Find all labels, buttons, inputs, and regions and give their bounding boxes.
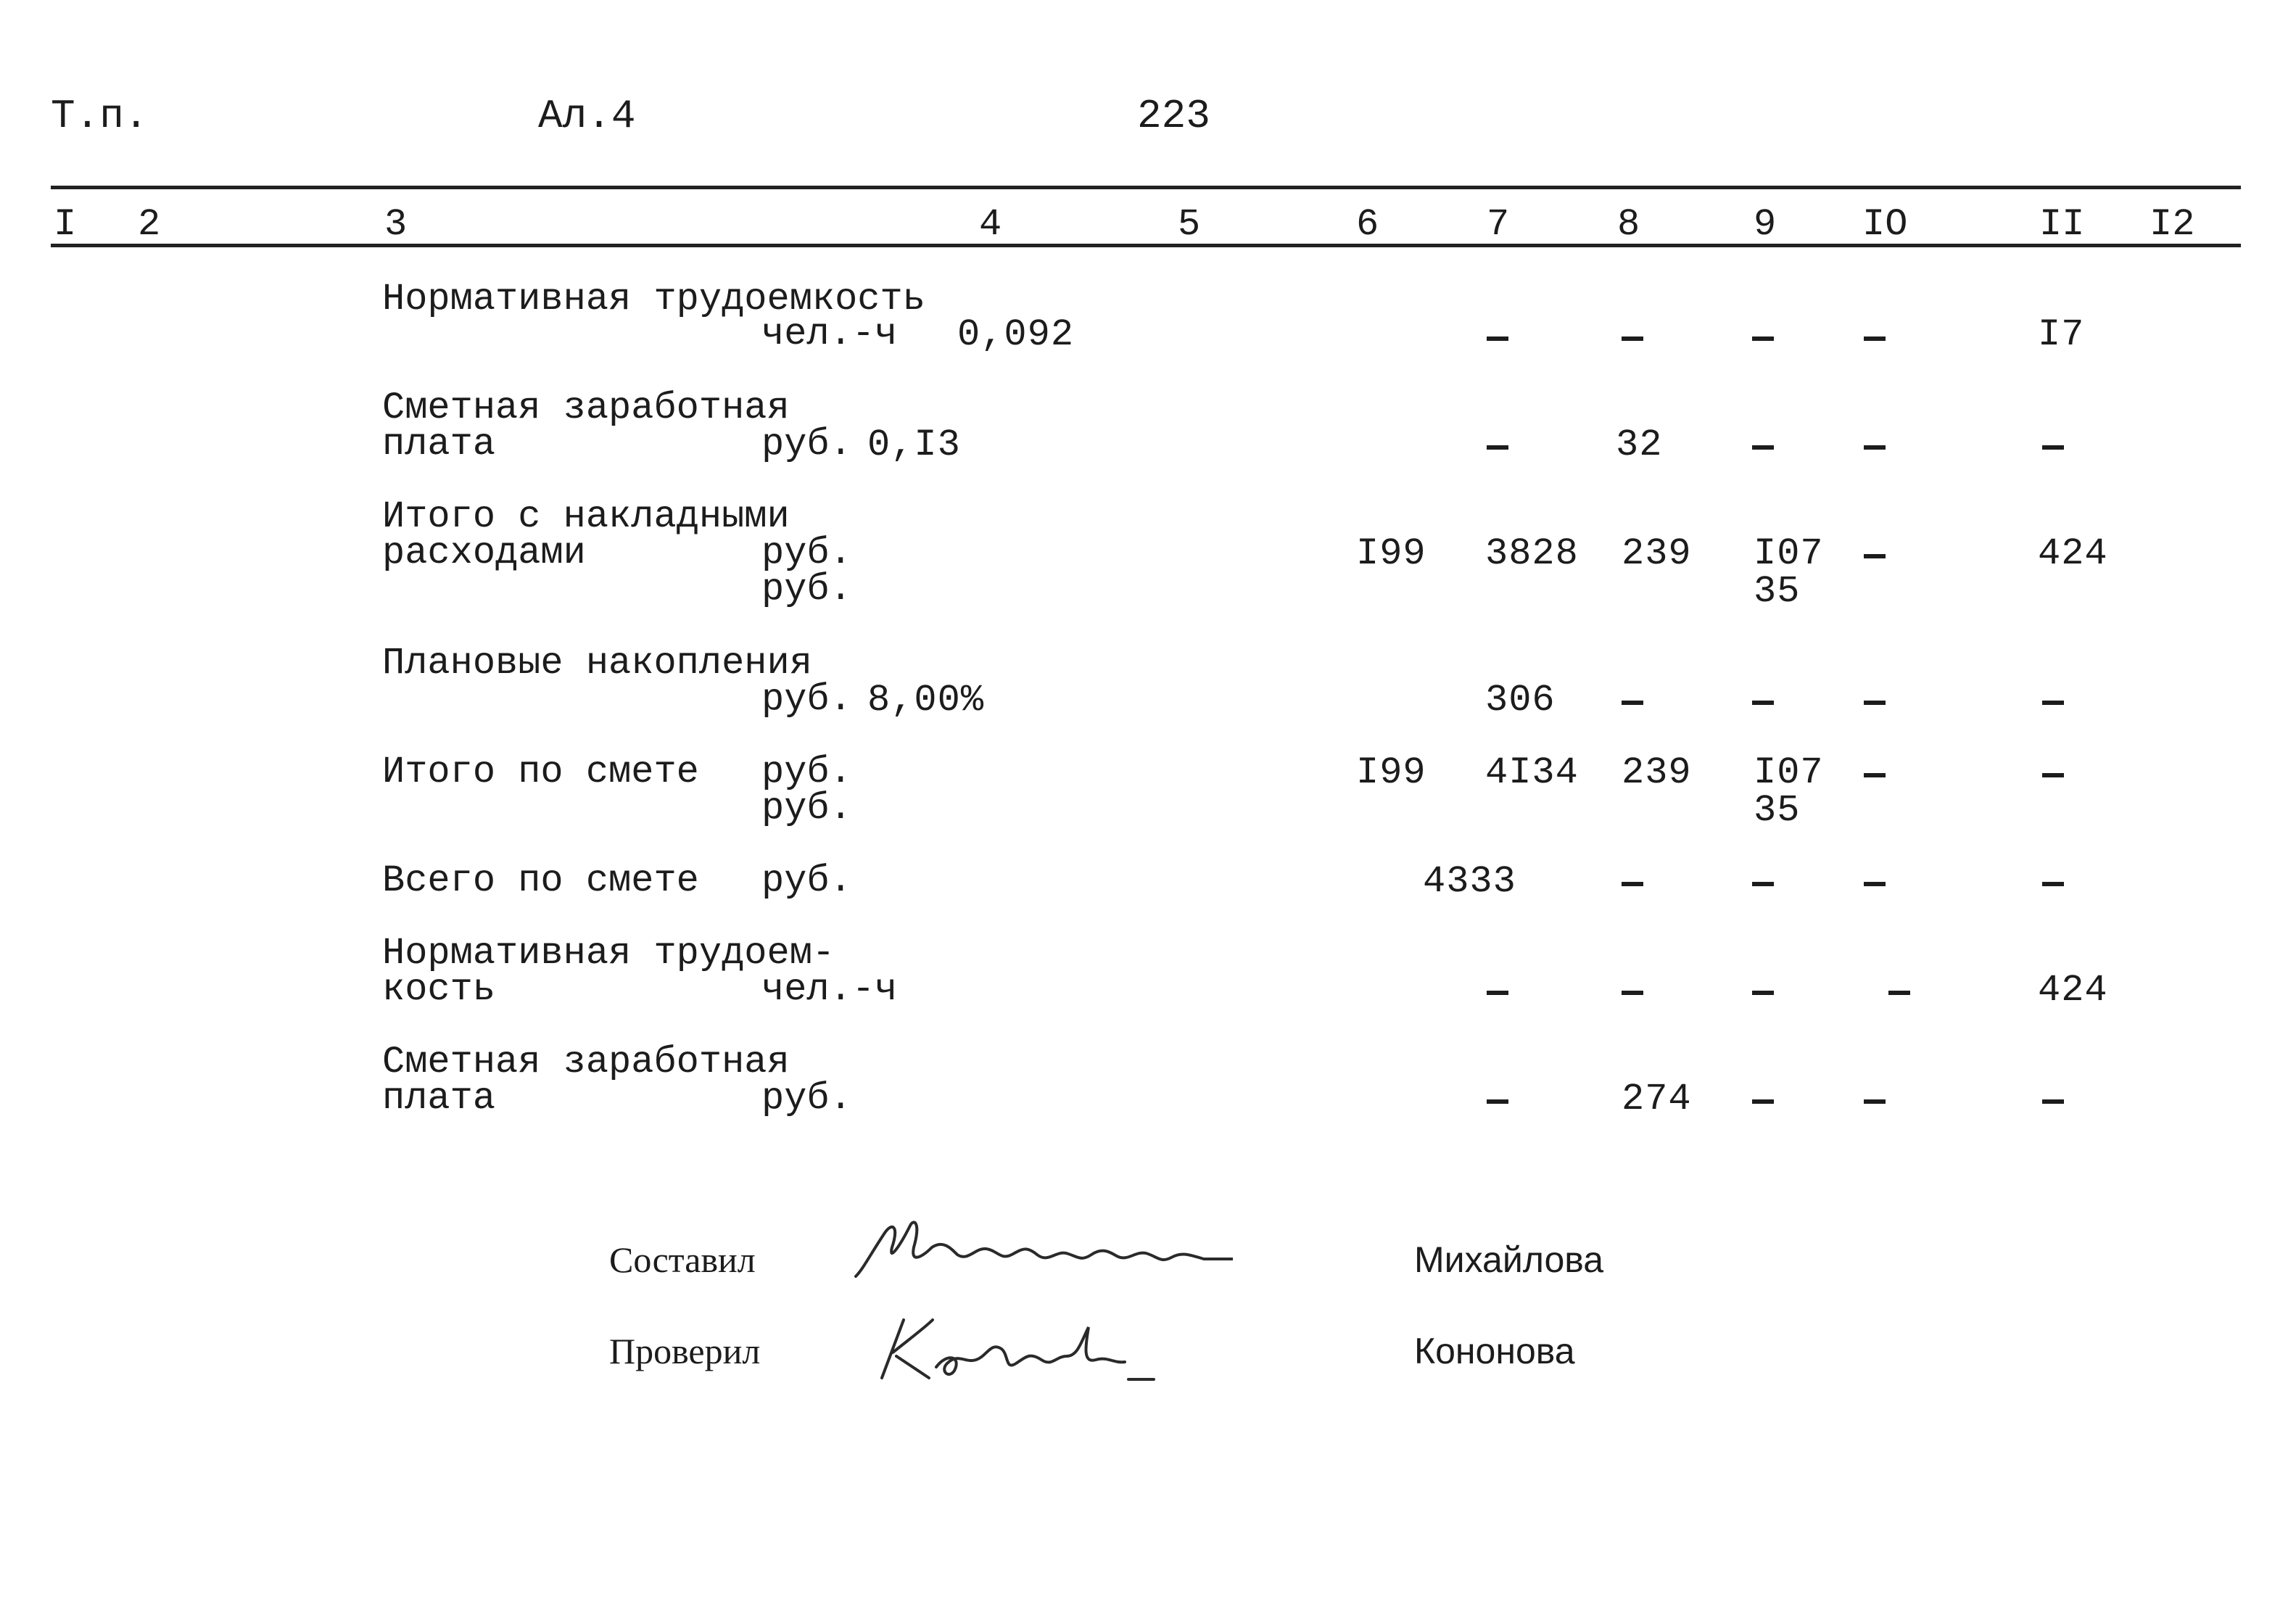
row-unit: руб. (761, 859, 852, 902)
row-dash (1752, 991, 1774, 995)
row-value: I07 (1754, 751, 1824, 794)
row-dash (1487, 445, 1508, 450)
row-unit: чел.-ч (761, 968, 898, 1011)
row-unit: чел.-ч (761, 313, 898, 355)
compiled-by-name: Михайлова (1414, 1239, 1604, 1280)
row-dash (1622, 882, 1643, 886)
row-dash (1888, 991, 1910, 995)
row-label: Нормативная трудоемкость (382, 278, 925, 321)
row-value: 239 (1622, 532, 1692, 575)
row-rate: 8,00% (867, 679, 985, 722)
row-dash (1864, 701, 1886, 705)
column-header-3: 3 (384, 203, 408, 246)
column-header-2: 2 (138, 203, 161, 246)
row-label: Нормативная трудоем- (382, 932, 835, 975)
row-label: Итого по смете (382, 751, 699, 793)
row-dash (1752, 1099, 1774, 1104)
row-value: 35 (1754, 570, 1801, 613)
row-dash (1752, 882, 1774, 886)
checked-by-label: Проверил (609, 1331, 761, 1371)
row-label: Сметная заработная (382, 387, 790, 429)
row-value: 239 (1622, 751, 1692, 794)
row-label: Сметная заработная (382, 1041, 790, 1083)
row-dash (2042, 1099, 2064, 1104)
row-value: 424 (2038, 532, 2108, 575)
row-dash (1752, 336, 1774, 341)
row-dash (1752, 701, 1774, 705)
row-dash (2042, 701, 2064, 705)
row-label-cont: плата (382, 1077, 496, 1120)
row-unit: руб. (761, 678, 852, 721)
row-dash (1864, 1099, 1886, 1104)
row-unit: руб. (761, 787, 852, 830)
document-type-label: Т.п. (51, 93, 149, 139)
row-dash (1864, 445, 1886, 450)
row-value: I7 (2038, 313, 2085, 356)
row-value: 35 (1754, 789, 1801, 832)
row-label: Итого с накладными (382, 495, 790, 538)
row-total-value: 4333 (1423, 860, 1516, 903)
row-dash (1487, 1099, 1508, 1104)
row-value: 274 (1622, 1078, 1692, 1120)
row-dash (1752, 445, 1774, 450)
row-value: I99 (1356, 532, 1426, 575)
row-label-cont: плата (382, 423, 496, 466)
row-unit: руб. (761, 568, 852, 611)
row-value: 306 (1485, 679, 1556, 722)
table-header-rule (51, 244, 2241, 247)
row-dash (1864, 554, 1886, 558)
row-dash (1622, 991, 1643, 995)
row-value: I99 (1356, 751, 1426, 794)
row-unit: руб. (761, 751, 852, 793)
row-value: 4I34 (1485, 751, 1579, 794)
sheet-label: Ал.4 (538, 93, 636, 139)
column-header-6: 6 (1356, 203, 1379, 246)
column-header-12: I2 (2150, 203, 2195, 246)
column-header-11: II (2039, 203, 2085, 246)
row-value: 424 (2038, 969, 2108, 1012)
row-dash (1487, 991, 1508, 995)
row-unit: руб. (761, 1077, 852, 1120)
row-dash (2042, 445, 2064, 450)
column-header-5: 5 (1178, 203, 1201, 246)
row-dash (2042, 882, 2064, 886)
checked-signature (867, 1298, 1172, 1392)
row-value: 32 (1616, 424, 1663, 466)
column-header-4: 4 (979, 203, 1002, 246)
row-label-cont: кость (382, 968, 496, 1011)
column-header-10: IO (1862, 203, 1908, 246)
row-dash (1622, 701, 1643, 705)
column-header-8: 8 (1617, 203, 1640, 246)
row-rate: 0,I3 (867, 424, 961, 466)
column-header-7: 7 (1487, 203, 1510, 246)
row-unit: руб. (761, 532, 852, 574)
row-dash (1864, 882, 1886, 886)
compiled-signature (841, 1204, 1233, 1298)
table-top-rule (51, 186, 2241, 189)
row-dash (2042, 773, 2064, 777)
row-dash (1864, 336, 1886, 341)
row-label: Плановые накопления (382, 642, 812, 685)
page-number: 223 (1137, 93, 1210, 139)
row-rate: 0,092 (957, 313, 1075, 356)
column-header-9: 9 (1754, 203, 1777, 246)
column-header-1: I (54, 203, 77, 246)
row-value: 3828 (1485, 532, 1579, 575)
row-value: I07 (1754, 532, 1824, 575)
row-dash (1487, 336, 1508, 341)
row-dash (1864, 773, 1886, 777)
row-label: Всего по смете (382, 859, 699, 902)
row-label-cont: расходами (382, 532, 586, 574)
checked-by-name: Кононова (1414, 1331, 1575, 1371)
compiled-by-label: Составил (609, 1239, 756, 1280)
row-dash (1622, 336, 1643, 341)
row-unit: руб. (761, 423, 852, 466)
